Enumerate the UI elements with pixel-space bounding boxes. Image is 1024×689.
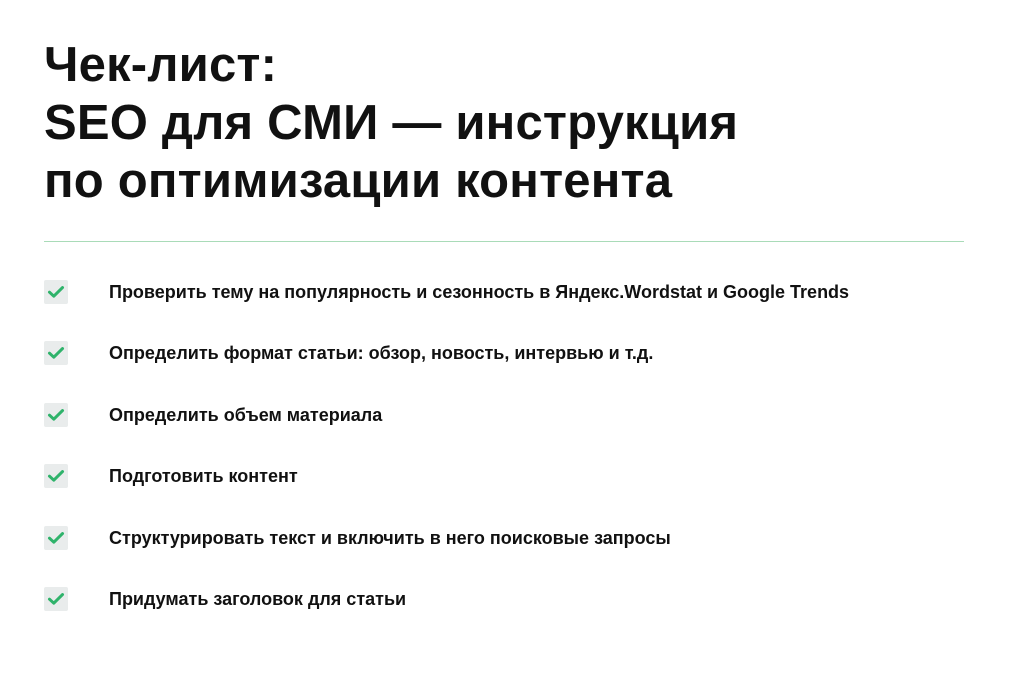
page-title	[44, 36, 984, 210]
checkmark-icon	[44, 341, 68, 365]
checklist-item-label: Придумать заголовок для статьи	[109, 588, 407, 609]
checklist-item	[44, 447, 1004, 508]
checklist-item-label: Проверить тему на популярность и сезонность в Яндекс.Wordstat и Google Trends	[109, 282, 850, 302]
checklist-item	[44, 386, 1004, 447]
checklist-item	[44, 263, 1004, 324]
title-divider	[44, 241, 964, 242]
title-line-2: SEO для СМИ — инструкция	[44, 96, 739, 150]
checklist-item	[44, 509, 1004, 570]
checkmark-icon	[44, 587, 68, 611]
title-line-3: по оптимизации контента	[44, 154, 673, 208]
checkmark-icon	[44, 403, 68, 427]
checklist-item-label: Структурировать текст и включить в него поисковые запросы	[109, 527, 671, 548]
checklist-item	[44, 324, 1004, 385]
checklist	[44, 263, 1004, 631]
checklist-item-label: Определить формат статьи: обзор, новость, интервью и т.д.	[109, 343, 654, 364]
checkmark-icon	[44, 526, 68, 550]
checklist-item-label: Подготовить контент	[109, 466, 298, 487]
title-line-1: Чек-лист:	[44, 38, 278, 92]
checklist-item-label: Определить объем материала	[109, 404, 383, 425]
checkmark-icon	[44, 464, 68, 488]
checkmark-icon	[44, 280, 68, 304]
checklist-item	[44, 570, 1004, 631]
